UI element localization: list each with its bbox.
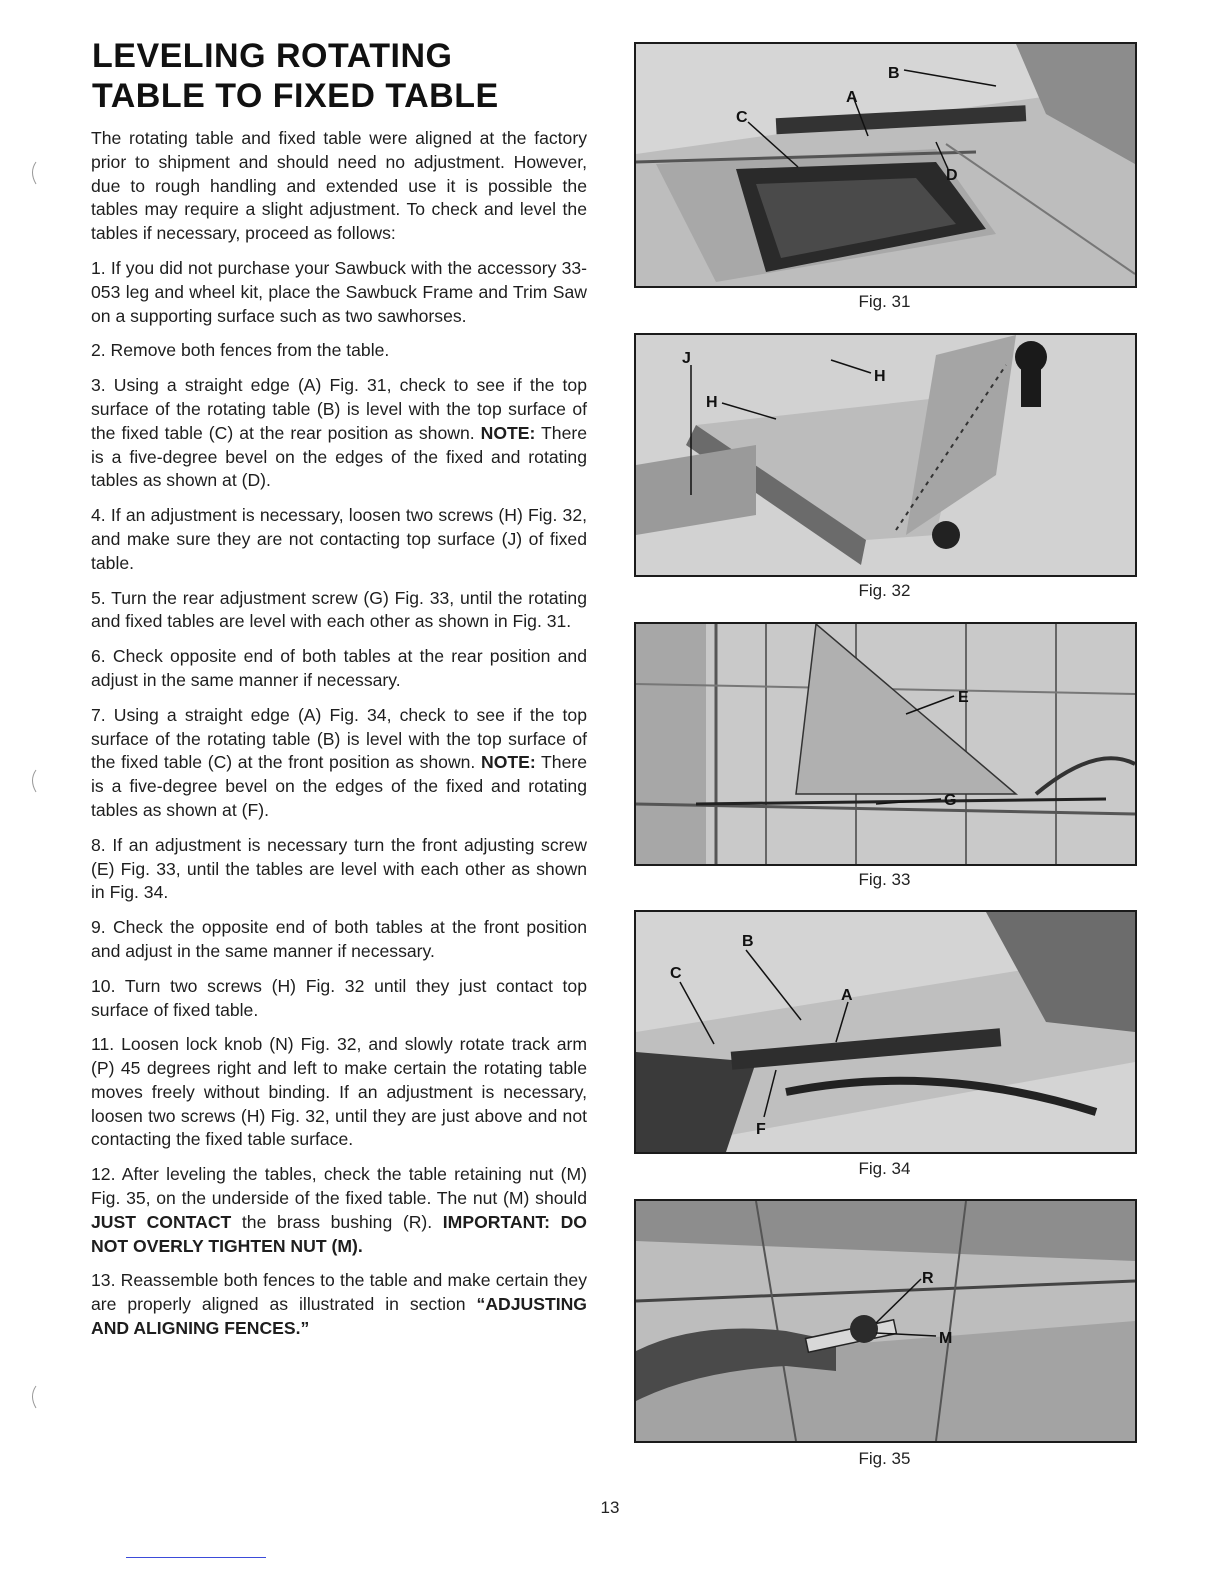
- step-13-text: 13. Reassemble both fences to the table and make certain they are properly aligned as illustrated in section: [91, 1270, 587, 1315]
- fig32-label-j: J: [682, 350, 691, 367]
- step-1: 1. If you did not purchase your Sawbuck with the accessory 33-053 leg and wheel kit, place the Sawbuck Frame and Trim Saw on a supporting surface such as two sawhorses.: [91, 257, 587, 326]
- margin-mark: [28, 768, 38, 794]
- step-12: [91, 1163, 587, 1258]
- figure-34-photo: [634, 910, 1137, 1154]
- figure-33-photo: [634, 622, 1137, 866]
- fig31-label-c: C: [736, 109, 748, 126]
- figure-32-caption: Fig. 32: [858, 581, 911, 600]
- step-12-emphasis: JUST CONTACT: [91, 1211, 232, 1232]
- step-3-note-label: NOTE:: [480, 422, 536, 443]
- step-7-note-label: NOTE:: [480, 752, 536, 773]
- footer-rule: [126, 1557, 266, 1558]
- intro-paragraph: The rotating table and fixed table were aligned at the factory prior to shipment and should need no adjustment. However, due to rough handling and extended use it is possible the tables may require a slight adjustment. To check and level the tables if necessary, proceed as follows:: [91, 128, 587, 244]
- step-3: [91, 374, 587, 493]
- figure-34-caption: Fig. 34: [858, 1159, 911, 1178]
- fig35-label-m: M: [939, 1330, 953, 1347]
- step-12-text-b: the brass bushing (R).: [231, 1211, 443, 1232]
- figure-31-photo: [634, 42, 1137, 288]
- fig34-label-b: B: [742, 933, 754, 950]
- figure-31-caption: Fig. 31: [858, 292, 911, 311]
- step-13: [91, 1269, 587, 1340]
- figure-35-photo: [634, 1199, 1137, 1443]
- figure-33-caption: Fig. 33: [858, 870, 911, 889]
- page-title: [92, 36, 612, 116]
- fig34-label-c: C: [670, 965, 682, 982]
- step-10: 10. Turn two screws (H) Fig. 32 until they just contact top surface of fixed table.: [91, 975, 587, 1020]
- figure-35-caption: Fig. 35: [858, 1449, 911, 1468]
- fig32-label-h-1: H: [874, 368, 886, 385]
- title-line-2: TABLE TO FIXED TABLE: [92, 77, 499, 115]
- fig31-label-a: A: [846, 89, 858, 106]
- step-6: 6. Check opposite end of both tables at the rear position and adjust in the same manner if necessary.: [91, 646, 587, 690]
- instructions-column: [91, 127, 587, 1352]
- step-2: 2. Remove both fences from the table.: [91, 340, 390, 361]
- title-line-1: LEVELING ROTATING: [92, 37, 453, 75]
- fig33-label-g: G: [944, 792, 957, 809]
- fig35-label-r: R: [922, 1270, 934, 1287]
- fig32-label-h-2: H: [706, 394, 718, 411]
- fig33-label-e: E: [958, 689, 969, 706]
- step-4: 4. If an adjustment is necessary, loosen two screws (H) Fig. 32, and make sure they are not contacting top surface (J) of fixed table.: [91, 505, 587, 573]
- step-7: [91, 704, 587, 823]
- margin-mark: [28, 1384, 38, 1410]
- fig31-label-b: B: [888, 65, 900, 82]
- fig34-label-a: A: [841, 987, 853, 1004]
- step-11: 11. Loosen lock knob (N) Fig. 32, and slowly rotate track arm (P) 45 degrees right and left to make certain the rotating table moves freely without binding. If an adjustment is necessary, loosen two screws (H) Fig. 32, until they are just above and not contacting the fixed table surface.: [91, 1034, 587, 1150]
- margin-mark: [28, 160, 38, 186]
- step-3-note: There is a five-degree bevel on the edges of the fixed and rotating tables as shown at (D).: [91, 422, 588, 491]
- step-9: 9. Check the opposite end of both tables at the front position and adjust in the same manner if necessary.: [91, 917, 587, 961]
- step-12-important: IMPORTANT: DO NOT OVERLY TIGHTEN NUT (M).: [91, 1211, 587, 1256]
- step-5: 5. Turn the rear adjustment screw (G) Fig. 33, until the rotating and fixed tables are level with each other as shown in Fig. 31.: [91, 587, 587, 632]
- step-8: 8. If an adjustment is necessary turn the front adjusting screw (E) Fig. 33, until the tables are level with each other as shown in Fig. 34.: [91, 834, 587, 903]
- step-7-note: There is a five-degree bevel on the edges of the fixed and rotating tables as shown at (F).: [91, 752, 588, 820]
- step-3-text: 3. Using a straight edge (A) Fig. 31, check to see if the top surface of the rotating table (B) is level with the top surface of the fixed table (C) at the rear position as shown.: [91, 375, 587, 443]
- step-7-text: 7. Using a straight edge (A) Fig. 34, check to see if the top surface of the rotating table (B) is level with the top surface of the fixed table (C) at the front position as shown.: [91, 704, 587, 773]
- fig34-label-f: F: [756, 1121, 766, 1138]
- page-number: 13: [600, 1498, 620, 1517]
- step-12-text-a: 12. After leveling the tables, check the table retaining nut (M) Fig. 35, on the underside of the fixed table. The nut (M) should: [91, 1164, 587, 1209]
- fig31-label-d: D: [946, 167, 958, 184]
- figure-32-photo: [634, 333, 1137, 577]
- step-13-reference: “ADJUSTING AND ALIGNING FENCES.”: [91, 1294, 587, 1339]
